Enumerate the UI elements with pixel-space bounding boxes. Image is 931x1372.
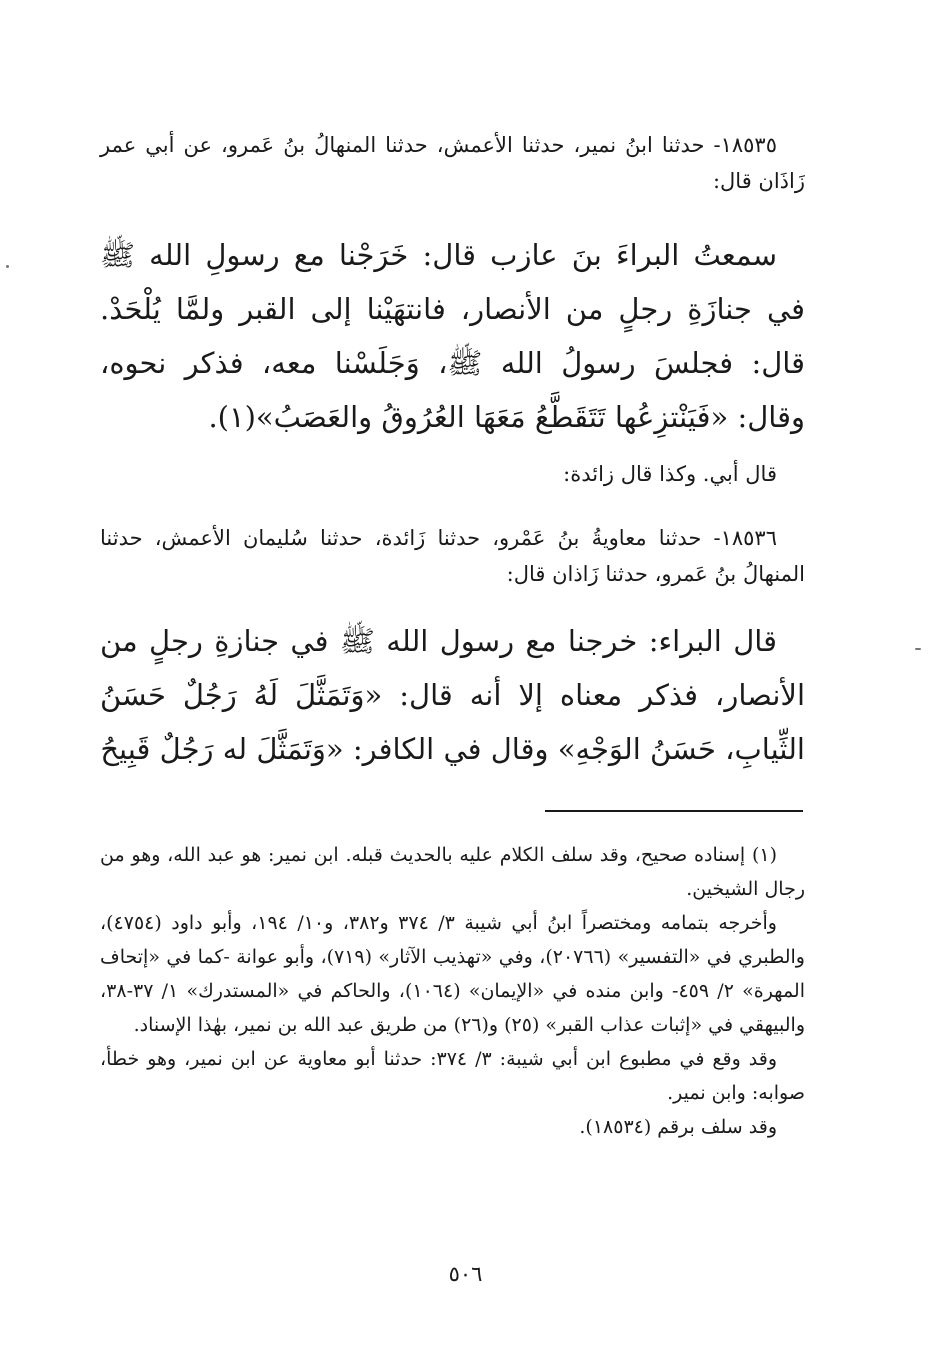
footnote-paragraph: وأخرجه بتمامه ومختصراً ابنُ أبي شيبة ٣/ ٣٧٤ و٣٨٢، و١٠/ ١٩٤، وأبو داود (٤٧٥٤)، والطبري في «التفسير» (٢٠٧٦٦)، وفي «تهذيب الآثار» (٧١٩)، وأبو عوانة -كما في «إتحاف المهرة» ٢/ ٤٥٩- وابن منده في «الإيمان» (١٠٦٤)، والحاكم في «المستدرك» ١/ ٣٧-٣٨، والبيهقي في «إثبات عذاب القبر» (٢٥) و(٢٦) من طريق عبد الله بن نمير، بهٰذا الإسناد. (100, 912, 805, 1036)
hadith-18535-note (100, 456, 805, 492)
scan-speck (6, 265, 9, 268)
page-number: ٥٠٦ (448, 1262, 483, 1286)
footnote-paragraph: (١) إسناده صحيح، وقد سلف الكلام عليه بالحديث قبله. ابن نمير: هو عبد الله، وهو من رجال الشيخين. (100, 844, 805, 900)
hadith-18536-isnad (100, 520, 805, 592)
footnote-separator (545, 810, 803, 812)
isnad-text: ١٨٥٣٥- حدثنا ابنُ نمير، حدثنا الأعمش، حدثنا المنهالُ بنُ عَمرو، عن أبي عمر زَاذَان قال: (100, 133, 805, 193)
note-text: قال أبي. وكذا قال زائدة: (563, 462, 777, 486)
footnote-paragraph: وقد سلف برقم (١٨٥٣٤). (579, 1116, 777, 1138)
hadith-18536-matn (100, 614, 805, 776)
footnotes (100, 838, 805, 1144)
footnote-paragraph: وقد وقع في مطبوع ابن أبي شيبة: ٣/ ٣٧٤: حدثنا أبو معاوية عن ابن نمير، وهو خطأ، صوابه: وابن نمير. (100, 1048, 805, 1104)
matn-text: سمعتُ البراءَ بنَ عازب قال: خَرَجْنا مع رسولِ الله ﷺ في جنازَةِ رجلٍ من الأنصار، فانتهَيْنا إلى القبر ولمَّا يُلْحَدْ. قال: فجلسَ رسولُ الله ﷺ، وَجَلَسْنا معه، فذكر نحوه، وقال: «فَيَنْتزِعُها تَتَقَطَّعُ مَعَهَا العُرُوقُ والعَصَبُ»(١). (100, 238, 805, 434)
hadith-18535-matn (100, 228, 805, 444)
matn-text: قال البراء: خرجنا مع رسول الله ﷺ في جنازةِ رجلٍ من الأنصار، فذكر معناه إلا أنه قال: «وَتَمَثَّلَ لَهُ رَجُلٌ حَسَنُ الثِّيابِ، حَسَنُ الوَجْهِ» وقال في الكافر: «وَتَمَثَّلَ له رَجُلٌ قَبِيحُ (100, 624, 805, 766)
scan-speck (915, 648, 921, 650)
isnad-text: ١٨٥٣٦- حدثنا معاويةُ بنُ عَمْرو، حدثنا زَائدة، حدثنا سُليمان الأعمش، حدثنا المنهالُ بنُ عَمرو، حدثنا زَاذان قال: (100, 526, 805, 586)
hadith-18535-isnad (100, 127, 805, 199)
